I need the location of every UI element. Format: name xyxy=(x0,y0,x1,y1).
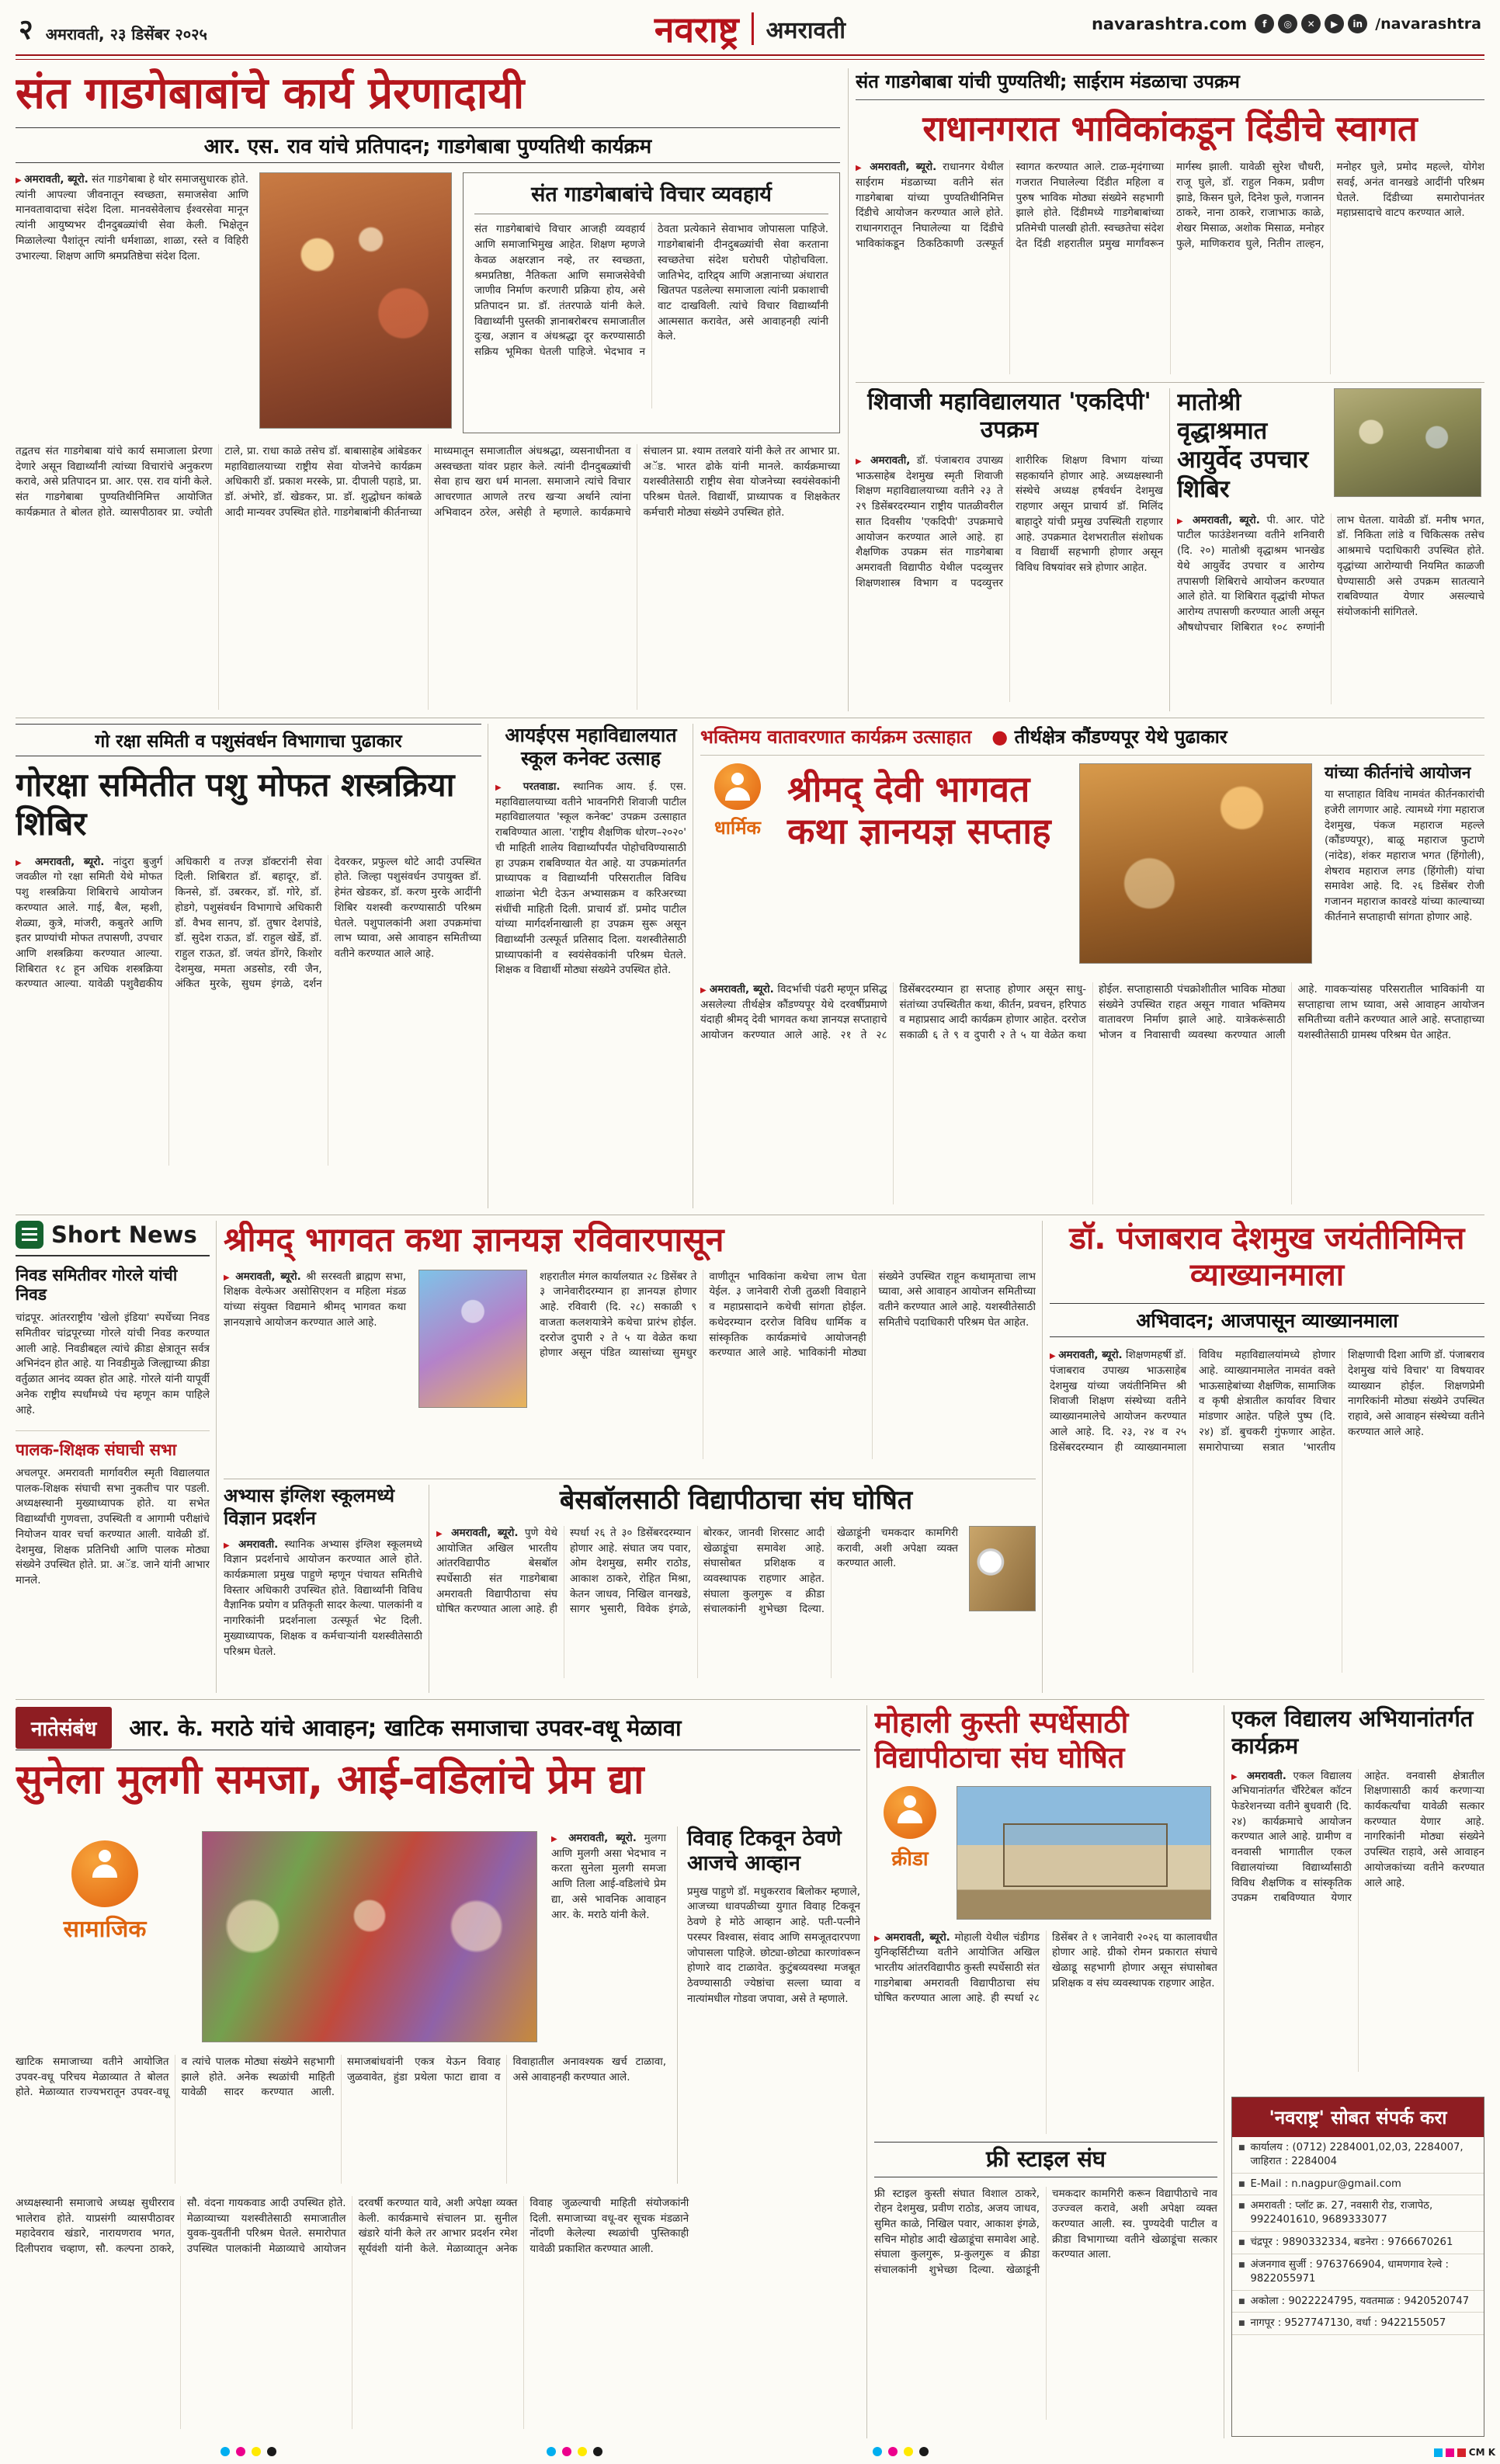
ies-byline: ▶ परतवाडा. xyxy=(495,780,560,793)
website-link[interactable]: navarashtra.com xyxy=(1091,14,1248,33)
magenta-dot xyxy=(562,2447,571,2456)
social-badge-icon xyxy=(71,1840,138,1907)
cmyk-marks xyxy=(870,2445,932,2459)
ies-body: स्थानिक आय. ई. एस. महाविद्यालयाच्या वतीने भावनगिरी शिवाजी पाटील महाविद्यालयात 'स्कूल कनेक्ट' उपक्रम उत्साहात राबविण्यात आला. 'राष्ट्रीय शैक्षणिक धोरण–२०२०' ची माहिती शालेय विद्यार्थ्यांपर्यंत पोहोचविण्यासाठी हा उपक्रम राबविण्यात येत आहे. या उपक्रमांतर्गत प्राध्यापक व विद्यार्थ्यांनी परिसरातील विविध शाळांना भेटी देऊन अभ्यासक्रम व करिअरच्या संधींची माहिती दिली. प्राचार्य डॉ. प्रमोद पाटील यांच्या मार्गदर्शनाखाली हा उपक्रम सुरू असून विद्यार्थ्यांनी उत्स्फूर्त प्रतिसाद दिला. यशस्वीतेसाठी प्राध्यापकांनी व स्वयंसेवकांनी परिश्रम घेतले. शिक्षक व विद्यार्थी मोठ्या संख्येने उपस्थित होते. xyxy=(495,780,686,977)
religion-badge-icon xyxy=(714,763,761,810)
bhagwat2-byline: ▶ अमरावती, ब्यूरो. xyxy=(224,1270,301,1283)
newspaper-logo: नवराष्ट्र xyxy=(654,9,739,50)
natesambandh-badge: नातेसंबंध xyxy=(16,1707,112,1749)
devibhagwat-side-body: या सप्ताहात विविध नामवंत कीर्तनकारांची हजेरी लागणार आहे. त्यामध्ये गंगा महाराज देशमुख, पंकज महाराज महल्ले (कौंडण्यपूर), बाळू महाराज फुटाणे (नांदेड), शंकर महाराज भगत (हिंगोली), शेषराव महाराज लगड (हिंगोली) यांचा समावेश आहे. दि. २६ डिसेंबर रोजी गजानन महाराज कावरडे यांच्या काल्याच्या कीर्तनाने सप्ताहाची सांगता होणार आहे. xyxy=(1325,788,1484,923)
cyan-dot xyxy=(547,2447,556,2456)
lead-intro-text: संत गाडगेबाबा हे थोर समाजसुधारक होते. त्यांनी आपल्या जीवनातून स्वच्छता, समाजसेवा आणि मानवतावादाचा संदेश दिला. मानवसेवेलाच ईश्वरसेवा मानून त्यांनी आयुष्यभर दीनदुबळ्यांची सेवा केली. भिक्षेतून मिळालेल्या पैशांतून त्यांनी धर्मशाळा, शाळा, रस्ते व विहिरी उभारल्या. शिक्षण आणि श्रमप्रतिष्ठेचा संदेश दिला. xyxy=(16,173,248,262)
red-swatch xyxy=(1457,2448,1466,2457)
section-rule xyxy=(856,382,1484,383)
baseball-body-columns xyxy=(436,1526,958,1678)
mohali-headline: मोहाली कुस्ती स्पर्धेसाठी विद्यापीठाचा संघ घोषित xyxy=(874,1705,1129,1774)
lead-box-title: संत गाडगेबाबांचे विचार व्यवहार्य xyxy=(474,182,828,214)
sunela-byline: ▶ अमरावती, ब्यूरो. xyxy=(551,1832,637,1844)
column-rule xyxy=(1042,1221,1043,1693)
matoshree-body-columns xyxy=(1177,513,1484,704)
article-matoshree-shibir xyxy=(1177,388,1484,711)
contact-title: 'नवराष्ट्र' सोबत संपर्क करा xyxy=(1232,2097,1484,2137)
devibhagwat-byline: ▶ अमरावती, ब्यूरो. xyxy=(700,983,774,996)
abhyas-body-column xyxy=(224,1538,422,1660)
yellow-dot xyxy=(904,2447,913,2456)
mohali-sub-body-columns: फ्री स्टाइल कुस्ती संघात विशाल ठाकरे, रोहन देशमुख, प्रवीण राठोड, अजय जाधव, सुमित काळे, निखिल पवार, आकाश इंगळे, सचिन मोहोड आदी खेळाडूंचा समावेश आहे. संघाला कुलगुरू, प्र-कुलगुरू व क्रीडा संचालकांनी शुभेच्छा दिल्या. खेळाडूंनी चमकदार कामगिरी करून विद्यापीठाचे नाव उज्ज्वल करावे, अशी अपेक्षा व्यक्त करण्यात आली. स्व. पुण्यदेवी पाटील व क्रीडा विभागाच्या वतीने खेळाडूंचा सत्कार करण्यात आला. xyxy=(874,2187,1217,2277)
devibhagwat-badge xyxy=(700,763,775,971)
mohali-byline: ▶ अमरावती, ब्यूरो. xyxy=(874,1931,950,1944)
cyan-dot xyxy=(220,2447,230,2456)
logo-divider xyxy=(752,12,754,45)
masthead-left xyxy=(19,9,207,47)
ies-body-column xyxy=(495,780,686,1183)
article-vivah-avhan xyxy=(677,1826,860,2184)
sunela-body-bottom-columns: अध्यक्षस्थानी समाजाचे अध्यक्ष सुधीरराव भालेराव होते. याप्रसंगी व्यासपीठावर महादेवराव खंडारे, नारायणराव भगत, दिलीपराव चव्हाण, सौ. कल्पना ठाकरे, सौ. वंदना गायकवाड आदी उपस्थित होते. मेळाव्याच्या यशस्वीतेसाठी समाजातील युवक-युवतींनी परिश्रम घेतले. समारोपात उपस्थित पालकांनी मेळाव्याचे आयोजन दरवर्षी करण्यात यावे, अशी अपेक्षा व्यक्त केली. कार्यक्रमाचे संचालन प्रा. सुनील खंडारे यांनी केले तर आभार प्रदर्शन रमेश सूर्यवंशी यांनी केले. मेळाव्यातून अनेक विवाह जुळल्याची माहिती संयोजकांनी दिली. समाजाच्या वधू-वर सूचक मंडळाने नोंदणी केलेल्या स्थळांची पुस्तिकाही यावेळी प्रकाशित करण्यात आली. xyxy=(16,2197,689,2256)
youtube-icon[interactable]: ▶ xyxy=(1325,14,1344,33)
contact-nagpur: ■ नागपूर : 9527747130, वर्धा : 9422155057 xyxy=(1232,2313,1484,2335)
column-rule xyxy=(848,68,849,711)
cmyk-marks xyxy=(543,2445,606,2459)
contact-office: ■ कार्यालय : (0712) 2284001,02,03, 2284007, जाहिरात : 2284004 xyxy=(1232,2137,1484,2174)
black-dot xyxy=(919,2447,929,2456)
article-devi-bhagwat xyxy=(700,724,1484,1208)
short-news-item1-body: चांद्रपूर. आंतरराष्ट्रीय 'खेलो इंडिया' स्पर्धेच्या निवड समितीवर चांद्रपूरच्या गोरले यांची निवड करण्यात आली आहे. निवडीबद्दल त्यांचे क्रीडा क्षेत्रातून सर्वत्र अभिनंदन होत आहे. या निवडीमुळे जिल्ह्याच्या क्रीडा वर्तुळात आनंद व्यक्त होत आहे. गोरले यांनी यापूर्वी अनेक राष्ट्रीय स्पर्धांमध्ये पंच म्हणून काम पाहिले आहे. xyxy=(16,1312,210,1416)
short-news-panel xyxy=(16,1221,210,1693)
article-radhanagar-dindi xyxy=(856,68,1484,377)
mohali-photo xyxy=(957,1786,1211,1920)
short-news-item2-title: पालक-शिक्षक संघाची सभा xyxy=(16,1430,210,1460)
ies-headline: आयईएस महाविद्यालयात स्कूल कनेक्ट उत्साह xyxy=(505,724,677,770)
devibhagwat-kicker-right: ● तीर्थक्षेत्र कौंडण्यपूर येथे पुढाकार xyxy=(991,724,1227,749)
natesambandh-kicker: आर. के. मराठे यांचे आवाहन; खाटिक समाजाचा उपवर-वधू मेळावा xyxy=(129,1715,682,1741)
magenta-dot xyxy=(236,2447,245,2456)
sunela-intro-column xyxy=(551,1831,666,2042)
vivah-body: प्रमुख पाहुणे डॉ. मधुकरराव बिलोकर म्हणाले, आजच्या धावपळीच्या युगात विवाह टिकवून ठेवणे हे मोठे आव्हान आहे. पती-पत्नीने परस्पर विश्वास, संवाद आणि समजूतदारपणा जोपासला पाहिजे. छोट्या-छोट्या कारणांवरून होणारे वाद टाळावेत. कुटुंबव्यवस्था मजबूत ठेवण्यासाठी ज्येष्ठांचा सल्ला घ्यावा व नात्यांमधील गोडवा जपावा, असे ते म्हणाले. xyxy=(687,1885,860,2005)
devibhagwat-kicker-left: भक्तिमय वातावरणात कार्यक्रम उत्साहात xyxy=(700,726,972,748)
contact-email[interactable]: ■ E-Mail : n.nagpur@gmail.com xyxy=(1232,2174,1484,2196)
sunela-badge-label: सामाजिक xyxy=(63,1916,147,1943)
article-gadgebaba-lead xyxy=(16,68,840,711)
contact-chandrapur: ■ चंद्रपूर : 9890332334, बडनेरा : 9766670261 xyxy=(1232,2232,1484,2254)
panjabrao-body-columns xyxy=(1050,1348,1484,1673)
cyan-swatch xyxy=(1434,2448,1443,2457)
instagram-icon[interactable]: ◎ xyxy=(1278,14,1297,33)
article-baseball-team xyxy=(436,1485,1036,1693)
devibhagwat-side-column xyxy=(1325,763,1484,971)
lead-body: तद्वतच संत गाडगेबाबा यांचे कार्य समाजाला प्रेरणा देणारे असून विद्यार्थ्यांनी त्यांच्या विचारांचे अनुकरण करावे, असे प्रतिपादन प्रा. आर. एस. राव यांनी केले. संत गाडगेबाबा पुण्यतिथीनिमित्त आयोजित कार्यक्रमात ते बोलत होते. व्यासपीठावर प्रा. ज्योती टाले, प्रा. राधा काळे तसेच डॉ. बाबासाहेब आंबेडकर महाविद्यालयाच्या राष्ट्रीय सेवा योजनेचे कार्यक्रम अधिकारी डॉ. प्रकाश मरस्के, प्रा. दीपाली पहाडे, प्रा. डॉ. अंभोरे, डॉ. खेडकर, प्रा. डॉ. शुद्धोधन कांबळे आदी मान्यवर उपस्थित होते. गाडगेबाबांनी कीर्तनाच्या माध्यमातून समाजातील अंधश्रद्धा, व्यसनाधीनता व अस्वच्छता यांवर प्रहार केले. त्यांनी दीनदुबळ्यांची सेवा हाच खरा धर्म मानला. समाजाने त्यांचे विचार आचरणात आणले तरच खऱ्या अर्थाने त्यांना अभिवादन ठरेल, असेही ते म्हणाले. कार्यक्रमाचे संचालन प्रा. श्याम तलवारे यांनी केले तर आभार प्रा. अॅड. भारत ढोके यांनी मानले. कार्यक्रमाच्या यशस्वीतेसाठी राष्ट्रीय सेवा योजनेच्या स्वयंसेवकांनी परिश्रम घेतले. विद्यार्थी, प्राध्यापक व शिक्षकेतर कर्मचारी मोठ्या संख्येने उपस्थित होते. xyxy=(16,445,840,519)
shivaji-headline: शिवाजी महाविद्यालयात 'एकदिपी' उपक्रम xyxy=(867,388,1151,443)
short-news-item2-body: अचलपूर. अमरावती मार्गावरील स्मृती विद्यालयात पालक-शिक्षक संघाची सभा नुकतीच पार पडली. अध्यक्षस्थानी मुख्याध्यापक होते. या सभेत विद्यार्थ्यांची गुणवत्ता, उपस्थिती व आगामी परीक्षांचे नियोजन यावर चर्चा करण्यात आली. यावेळी डॉ. देशमुख, शिक्षक प्रतिनिधी आणि पालक मोठ्या संख्येने उपस्थित होते. प्रा. अॅड. जाने यांनी आभार मानले. xyxy=(16,1467,210,1586)
article-mohali-kusti xyxy=(874,1705,1217,2438)
masthead-logo-group xyxy=(655,5,845,53)
sunela-body-mid-columns: खाटिक समाजाच्या वतीने आयोजित उपवर-वधू परिचय मेळाव्यात ते बोलत होते. मेळाव्यात राज्यभरातून उपवर-वधू व त्यांचे पालक मोठ्या संख्येने सहभागी झाले होते. अनेक स्थळांची माहिती यावेळी सादर करण्यात आली. समाजबांधवांनी एकत्र येऊन विवाह जुळवावेत, हुंडा प्रथेला फाटा द्यावा व विवाहातील अनावश्यक खर्च टाळावा, असे आवाहनही करण्यात आले. xyxy=(16,2056,666,2099)
baseball-byline: ▶ अमरावती, ब्यूरो. xyxy=(436,1527,519,1539)
short-news-item1-title: निवड समितीवर गोरले यांची निवड xyxy=(16,1266,178,1305)
devibhagwat-headline: श्रीमद् देवी भागवत कथा ज्ञानयज्ञ सप्ताह xyxy=(787,768,1051,853)
column-rule xyxy=(1169,388,1170,711)
radhanagar-headline: राधानगरात भाविकांकडून दिंडीचे स्वागत xyxy=(922,108,1418,149)
contact-box xyxy=(1231,2097,1484,2437)
mohali-body-columns xyxy=(874,1931,1217,2134)
ekal-body: एकल विद्यालय अभियानांतर्गत चॅरिटेबल कॉटन फेडरेशनच्या वतीने बुधवारी (दि. २४) कार्यक्रमाचे आयोजन करण्यात आले आहे. ग्रामीण व वनवासी भागातील एकल विद्यालयांच्या विद्यार्थ्यांसाठी विविध शैक्षणिक व सांस्कृतिक उपक्रम राबविण्यात येणार आहेत. वनवासी क्षेत्रातील शिक्षणासाठी कार्य करणाऱ्या कार्यकर्त्यांचा यावेळी सत्कार करण्यात येणार आहे. नागरिकांनी मोठ्या संख्येने उपस्थित राहावे, असे आवाहन आयोजकांच्या वतीने करण्यात आले आहे. xyxy=(1231,1769,1484,1905)
press-mark-label: CM K xyxy=(1468,2447,1495,2458)
article-ekal-vidyalaya xyxy=(1231,1705,1484,2087)
black-dot xyxy=(593,2447,602,2456)
bhagwat2-deity-photo xyxy=(418,1270,527,1408)
sunela-headline: सुनेला मुलगी समजा, आई-वडिलांचे प्रेम द्या xyxy=(16,1757,644,1803)
matoshree-headline: मातोश्री वृद्धाश्रमात आयुर्वेद उपचार शिबिर xyxy=(1177,388,1309,503)
black-dot xyxy=(267,2447,276,2456)
goraksha-body: नांदुरा बुजुर्ग जवळील गो रक्षा समिती येथे मोफत पशु शस्त्रक्रिया शिबिराचे आयोजन करण्यात आले. गाई, बैल, म्हशी, शेळ्या, कुत्रे, मांजरी, कबुतरे आणि इतर प्राण्यांची मोफत तपासणी, उपचार आणि शस्त्रक्रिया करण्यात आल्या. शिबिरात १८ हून अधिक शस्त्रक्रिया करण्यात आल्या. यावेळी पशुवैद्यकीय अधिकारी व तज्ज्ञ डॉक्टरांनी सेवा दिली. शिबिरात डॉ. बहादूर, डॉ. किनसे, डॉ. उबरकर, डॉ. गोरे, डॉ. होडगे, पशुसंवर्धन विभागाचे अधिकारी डॉ. वैभव सानप, डॉ. तुषार देशपांडे, डॉ. सुदेश राऊत, डॉ. राहुल खेर्डे, डॉ. राहुल राऊत, डॉ. जयंत डोंगरे, किशोर देशमुख, ममता अडसोड, रवी जैन, अंकित मुरके, सुधम इंगळे, दर्शन देवरकर, प्रफुल्ल थोटे आदी उपस्थित होते. जिल्हा पशुसंवर्धन उपायुक्त डॉ. हेमंत खेडकर, डॉ. करण मुरके आदींनी शिबिर यशस्वी करण्यासाठी परिश्रम घेतले. पशुपालकांनी अशा उपक्रमांचा लाभ घ्यावा, असे आवाहन समितीच्या वतीने करण्यात आले आहे. xyxy=(16,855,481,991)
yellow-dot xyxy=(578,2447,587,2456)
mohali-body: मोहाली येथील चंडीगड युनिव्हर्सिटीच्या वतीने आयोजित अखिल भारतीय आंतरविद्यापीठ कुस्ती स्पर्धेसाठी संत गाडगेबाबा अमरावती विद्यापीठाचा संघ घोषित करण्यात आला आहे. ही स्पर्धा २८ डिसेंबर ते १ जानेवारी २०२६ या कालावधीत होणार आहे. ग्रीको रोमन प्रकारात संघाचे खेळाडू सहभागी होणार असून संघासोबत प्रशिक्षक व संघ व्यवस्थापक राहणार आहेत. xyxy=(874,1931,1217,2005)
masthead-rule-bottom xyxy=(16,59,1484,60)
devibhagwat-photo xyxy=(1079,763,1312,964)
bhagwat2-body-columns: शहरातील मंगल कार्यालयात २८ डिसेंबर ते ३ जानेवारीदरम्यान हा ज्ञानयज्ञ होणार आहे. रविवारी (दि. २८) सकाळी ९ वाजता कलशयात्रेने कथेचा प्रारंभ होईल. दररोज दुपारी २ ते ५ या वेळेत कथा होणार असून पंडित व्यासांच्या सुमधुर वाणीतून भाविकांना कथेचा लाभ घेता येईल. ३ जानेवारी रोजी तुळशी विवाहाने व महाप्रसादाने कथेची सांगता होईल. कथेदरम्यान दररोज विविध धार्मिक व सांस्कृतिक कार्यक्रमांचे आयोजनही करण्यात आले आहे. भाविकांनी मोठ्या संख्येने उपस्थित राहून कथामृताचा लाभ घ्यावा, असे आवाहन आयोजन समितीच्या वतीने करण्यात आले आहे. यशस्वीतेसाठी समितीचे पदाधिकारी परिश्रम घेत आहेत. xyxy=(540,1270,1036,1360)
abhyas-byline: ▶ अमरावती. xyxy=(224,1538,278,1551)
contact-amravati: ■ अमरावती : प्लॉट क्र. 27, नवसारी रोड, राजापेठ, 9922401610, 9689333077 xyxy=(1232,2195,1484,2232)
vivah-headline: विवाह टिकवून ठेवणे आजचे आव्हान xyxy=(687,1826,842,1876)
lead-intro-column xyxy=(16,172,248,433)
article-sunela-melava xyxy=(16,1757,860,2438)
cmyk-marks xyxy=(217,2445,280,2459)
panjabrao-body: शिक्षणमहर्षी डॉ. पंजाबराव उपाख्य भाऊसाहेब देशमुख यांच्या जयंतीनिमित्त श्री शिवाजी शिक्षण संस्थेच्या वतीने व्याख्यानमालेचे आयोजन करण्यात आले आहे. दि. २३, २४ व २५ डिसेंबरदरम्यान ही व्याख्यानमाला विविध महाविद्यालयांमध्ये होणार आहे. व्याख्यानमालेत नामवंत वक्ते भाऊसाहेबांच्या शैक्षणिक, सामाजिक व कृषी क्षेत्रातील कार्यावर विचार मांडणार आहेत. पहिले पुष्प (दि. २४) डॉ. बुचकरी गुंफणार आहेत. समारोपाच्या सत्रात 'भारतीय शिक्षणाची दिशा आणि डॉ. पंजाबराव देशमुख यांचे विचार' या विषयावर व्याख्यान होईल. शिक्षणप्रेमी नागरिकांनी मोठ्या संख्येने उपस्थित राहावे, असे आवाहन संस्थेच्या वतीने करण्यात आले आहे. xyxy=(1050,1349,1484,1454)
column-rule xyxy=(866,1705,867,2438)
devibhagwat-body-columns xyxy=(700,982,1484,1204)
baseball-graphic xyxy=(969,1526,1036,1611)
yellow-dot xyxy=(252,2447,261,2456)
mohali-sub-title: फ्री स्टाइल संघ xyxy=(985,2146,1106,2173)
masthead-rule-top xyxy=(16,54,1484,56)
article-goraksha-shibir xyxy=(16,724,481,1208)
column-rule xyxy=(216,1221,217,1693)
sunela-badge xyxy=(23,1840,186,1944)
lead-box-article xyxy=(463,172,840,433)
ekal-body-columns xyxy=(1231,1769,1484,2072)
article-shivaji-ekdipi xyxy=(856,388,1163,711)
sports-badge-icon xyxy=(884,1786,936,1839)
goraksha-kicker: गो रक्षा समिती व पशुसंवर्धन विभागाचा पुढाकार xyxy=(95,732,402,752)
lead-headline: संत गाडगेबाबांचे कार्य प्रेरणादायी xyxy=(16,68,525,119)
devibhagwat-body: विदर्भाची पंढरी म्हणून प्रसिद्ध असलेल्या तीर्थक्षेत्र कौंडण्यपूर येथे दरवर्षीप्रमाणे यंदाही श्रीमद् देवी भागवत कथा ज्ञानयज्ञ सप्ताहाचे आयोजन करण्यात आले आहे. २१ ते २८ डिसेंबरदरम्यान हा सप्ताह होणार असून साधु-संतांच्या उपस्थितीत कथा, कीर्तन, प्रवचन, हरिपाठ व महाप्रसाद आदी कार्यक्रम होणार आहेत. दररोज सकाळी ६ ते ९ व दुपारी २ ते ५ या वेळेत कथा होईल. सप्ताहासाठी पंचक्रोशीतील भाविक मोठ्या संख्येने उपस्थित राहत असून गावात भक्तिमय वातावरण निर्माण झाले आहे. यात्रेकरूंसाठी भोजन व निवासाची व्यवस्था करण्यात आली आहे. गावकऱ्यांसह परिसरातील भाविकांनी या सप्ताहाचा लाभ घ्यावा, असे आवाहन आयोजन समितीच्या वतीने करण्यात आले आहे. सप्ताहाच्या यशस्वीतेसाठी ग्रामस्थ परिश्रम घेत आहेत. xyxy=(700,983,1484,1042)
date-line: अमरावती, २३ डिसेंबर २०२५ xyxy=(45,25,207,43)
cyan-dot xyxy=(873,2447,882,2456)
article-ies-school-connect xyxy=(495,724,686,1208)
devibhagwat-side-lead: यांच्या कीर्तनांचे आयोजन xyxy=(1325,763,1471,782)
baseball-body: पुणे येथे आयोजित अखिल भारतीय आंतरविद्यापीठ बेसबॉल स्पर्धेसाठी संत गाडगेबाबा अमरावती विद्यापीठाचा संघ घोषित करण्यात आला आहे. ही स्पर्धा २६ ते ३० डिसेंबरदरम्यान होणार आहे. संघात जय पवार, ओम देशमुख, समीर राठोड, आकाश ठाकरे, रोहित मिश्रा, केतन जाधव, निखिल वानखडे, सागर भुसारी, विवेक इंगळे, बोरकर, जानवी शिरसाट आदी खेळाडूंचा समावेश आहे. संघासोबत प्रशिक्षक व व्यवस्थापक राहणार आहेत. संघाला कुलगुरू व क्रीडा संचालकांनी शुभेच्छा दिल्या. खेळाडूंनी चमकदार कामगिरी करावी, अशी अपेक्षा व्यक्त करण्यात आली. xyxy=(436,1526,958,1616)
section-rule xyxy=(16,1699,1484,1700)
sunela-photo xyxy=(202,1831,537,2042)
short-news-title: Short News xyxy=(51,1222,197,1248)
social-icons xyxy=(1255,14,1367,33)
ekal-headline: एकल विद्यालय अभियानांतर्गत कार्यक्रम xyxy=(1231,1705,1474,1759)
facebook-icon[interactable]: f xyxy=(1255,14,1274,33)
abhyas-body: स्थानिक अभ्यास इंग्लिश स्कूलमध्ये विज्ञान प्रदर्शनाचे आयोजन करण्यात आले होते. कार्यक्रमाला प्रमुख पाहुणे म्हणून पंचायत समितीचे विस्तार अधिकारी उपस्थित होते. विद्यार्थ्यांनी विविध वैज्ञानिक प्रयोग व प्रतिकृती सादर केल्या. पालकांनी व नागरिकांनी प्रदर्शनाला उत्स्फूर्त भेट दिली. मुख्याध्यापक, शिक्षक व कर्मचाऱ्यांनी यशस्वीतेसाठी परिश्रम घेतले. xyxy=(224,1538,422,1658)
mohali-badge-label: क्रीडा xyxy=(891,1847,929,1871)
goraksha-headline: गोरक्षा समितीत पशु मोफत शस्त्रक्रिया शिबिर xyxy=(16,766,455,843)
devibhagwat-badge-label: धार्मिक xyxy=(714,817,761,839)
radhanagar-body: राधानगर येथील साईराम मंडळाच्या वतीने संत गाडगेबाबा यांच्या पुण्यतिथीनिमित्त दिंडीचे आयोजन करण्यात आले होते. राधानगरातून निघालेल्या या दिंडीचे भाविकांकडून ठिकठिकाणी उत्स्फूर्त स्वागत करण्यात आले. टाळ-मृदंगाच्या गजरात निघालेल्या दिंडीत महिला व पुरुष भाविक मोठ्या संख्येने सहभागी झाले होते. दिंडीमध्ये गाडगेबाबांच्या प्रतिमेची पालखी होती. स्वच्छतेचा संदेश देत दिंडी शहरातील प्रमुख मार्गांवरून मार्गस्थ झाली. यावेळी सुरेश चौधरी, राजू घुले, डॉ. राहुल निकम, प्रवीण झाडे, किसन घुले, दिनेश फुले, गजानन ठाकरे, नाना ठाकरे, राजाभाऊ काळे, शेखर मिसाळ, अशोक मिसाळ, मनोहर फुले, माणिकराव घुले, नितीन ताल्हन, मनोहर घुले, प्रमोद महल्ले, योगेश सवई, अनंत वानखडे आदींनी परिश्रम घेतले. दिंडीच्या समारोपानंतर महाप्रसादाचे वाटप करण्यात आले. xyxy=(856,161,1484,250)
lead-byline: ▶ अमरावती, ब्यूरो. xyxy=(16,173,89,186)
baseball-headline: बेसबॉलसाठी विद्यापीठाचा संघ घोषित xyxy=(559,1485,913,1516)
masthead-right xyxy=(1092,14,1481,33)
radhanagar-body-columns xyxy=(856,160,1484,374)
lead-subhead: आर. एस. राव यांचे प्रतिपादन; गाडगेबाबा पुण्यतिथी कार्यक्रम xyxy=(203,135,652,159)
linkedin-icon[interactable]: in xyxy=(1348,14,1367,33)
mohali-badge xyxy=(874,1786,946,1871)
shivaji-body-columns xyxy=(856,454,1163,702)
abhyas-headline: अभ्यास इंग्लिश स्कूलमध्ये विज्ञान प्रदर्शन xyxy=(224,1485,395,1529)
lead-box-body: संत गाडगेबाबांचे विचार आजही व्यवहार्य आणि समाजाभिमुख आहेत. शिक्षण म्हणजे केवळ अक्षरज्ञान नव्हे, तर स्वच्छता, श्रमप्रतिष्ठा, नैतिकता आणि समाजसेवेची जाणीव निर्माण करणारी प्रक्रिया होय, असे प्रतिपादन प्रा. डॉ. तंतरपाळे यांनी केले. विद्यार्थ्यांनी पुस्तकी ज्ञानाबरोबरच समाजातील दुःख, अज्ञान व अंधश्रद्धा दूर करण्यासाठी सक्रिय भूमिका घेतली पाहिजे. भेदभाव न ठेवता प्रत्येकाने सेवाभाव जोपासला पाहिजे. गाडगेबाबांनी दीनदुबळ्यांची सेवा करताना स्वच्छतेचा संदेश घरोघरी पोहोचविला. जातिभेद, दारिद्र्य आणि अज्ञानाच्या अंधारात खितपत पडलेल्या समाजाला त्यांनी प्रकाशाची वाट दाखविली. त्यांचे विचार विद्यार्थ्यांनी आत्मसात करावेत, असे आवाहनही त्यांनी केले. xyxy=(474,223,828,359)
lead-photo xyxy=(259,172,452,429)
panjabrao-byline: ▶ अमरावती, ब्यूरो. xyxy=(1050,1349,1123,1361)
goraksha-body-columns xyxy=(16,855,481,1166)
panjabrao-headline: डॉ. पंजाबराव देशमुख जयंतीनिमित्त व्याख्यानमाला xyxy=(1069,1221,1465,1294)
social-handle[interactable]: /navarashtra xyxy=(1375,15,1481,33)
magenta-swatch xyxy=(1446,2448,1454,2457)
radhanagar-byline: ▶ अमरावती, ब्यूरो. xyxy=(856,161,936,173)
panjabrao-subhead: अभिवादन; आजपासून व्याख्यानमाला xyxy=(1136,1309,1398,1333)
goraksha-byline: ▶ अमरावती, ब्यूरो. xyxy=(16,856,104,868)
article-panjabrao-lectures xyxy=(1050,1221,1484,1693)
sunela-intro: मुलगा आणि मुलगी असा भेदभाव न करता सुनेला मुलगी समजा आणि तिला आई-वडिलांचे प्रेम द्या, असे भावनिक आवाहन आर. के. मराठे यांनी केले. xyxy=(551,1832,666,1921)
matoshree-byline: ▶ अमरावती, ब्यूरो. xyxy=(1177,514,1260,527)
shivaji-body: डॉ. पंजाबराव उपाख्य भाऊसाहेब देशमुख स्मृती शिवाजी शिक्षण महाविद्यालयाच्या वतीने २३ ते २९ डिसेंबरदरम्यान राष्ट्रीय पातळीवरील सात दिवसीय 'एकदिपी' उपक्रमाचे आयोजन करण्यात आले आहे. हा शैक्षणिक उपक्रम संत गाडगेबाबा अमरावती विद्यापीठ येथील पदव्युत्तर शिक्षणशास्त्र विभाग व पदव्युत्तर शारीरिक शिक्षण विभाग यांच्या सहकार्याने होणार आहे. अध्यक्षस्थानी संस्थेचे अध्यक्ष हर्षवर्धन देशमुख राहणार असून प्राचार्य डॉ. मिलिंद बाहादुरे यांची प्रमुख उपस्थिती राहणार आहे. उपक्रमात देशभरातील संशोधक व विद्यार्थी सहभागी होणार असून विविध विषयांवर सत्रे होणार आहेत. xyxy=(856,454,1163,589)
contact-anjangaon: ■ अंजनगाव सुर्जी : 9763766904, धामणगाव रेल्वे : 9822055971 xyxy=(1232,2254,1484,2291)
matoshree-body: पी. आर. पोटे पाटील फाउंडेशनच्या वतीने शनिवारी (दि. २०) मातोश्री वृद्धाश्रम भानखेड येथे आयुर्वेद उपचार व आरोग्य तपासणी शिबिराचे आयोजन करण्यात आले होते. या शिबिरात वृद्धांची मोफत आरोग्य तपासणी करण्यात आली असून औषधोपचार शिबिरात १०८ रुग्णांनी लाभ घेतला. यावेळी डॉ. मनीष भगत, डॉ. निकिता लांडे व चिकित्सक तसेच आश्रमाचे पदाधिकारी उपस्थित होते. वृद्धांच्या आरोग्याची नियमित काळजी घेण्यासाठी असे उपक्रम सातत्याने राबविण्यात येणार असल्याचे संयोजकांनी सांगितले. xyxy=(1177,513,1484,634)
matoshree-photo xyxy=(1334,388,1481,497)
article-bhagwat-ravivar xyxy=(224,1221,1036,1474)
press-mark xyxy=(1434,2447,1495,2458)
magenta-dot xyxy=(888,2447,898,2456)
natesambandh-strip xyxy=(16,1705,860,1750)
ekal-byline: ▶ अमरावती. xyxy=(1231,1770,1286,1782)
edition-label: अमरावती xyxy=(766,16,846,44)
x-icon[interactable]: ✕ xyxy=(1301,14,1321,33)
news-icon xyxy=(16,1221,43,1249)
page-number: २ xyxy=(19,14,33,46)
contact-akola: ■ अकोला : 9022224795, यवतमाळ : 9420520747 xyxy=(1232,2291,1484,2313)
shivaji-byline: ▶ अमरावती, xyxy=(856,454,910,467)
bhagwat2-intro: श्री सरस्वती ब्राह्मण सभा, शिक्षक वेल्फेअर असोसिएशन व महिला मंडळ यांच्या संयुक्त विद्यमाने श्रीमद् भागवत कथा ज्ञानयज्ञाचे आयोजन करण्यात आले आहे. xyxy=(224,1270,406,1329)
radhanagar-kicker: संत गाडगेबाबा यांची पुण्यतिथी; साईराम मंडळाचा उपक्रम xyxy=(856,68,1484,100)
bhagwat2-intro-column xyxy=(224,1270,406,1459)
bhagwat2-headline: श्रीमद् भागवत कथा ज्ञानयज्ञ रविवारपासून xyxy=(224,1221,724,1260)
article-abhyas-expo xyxy=(224,1485,422,1693)
